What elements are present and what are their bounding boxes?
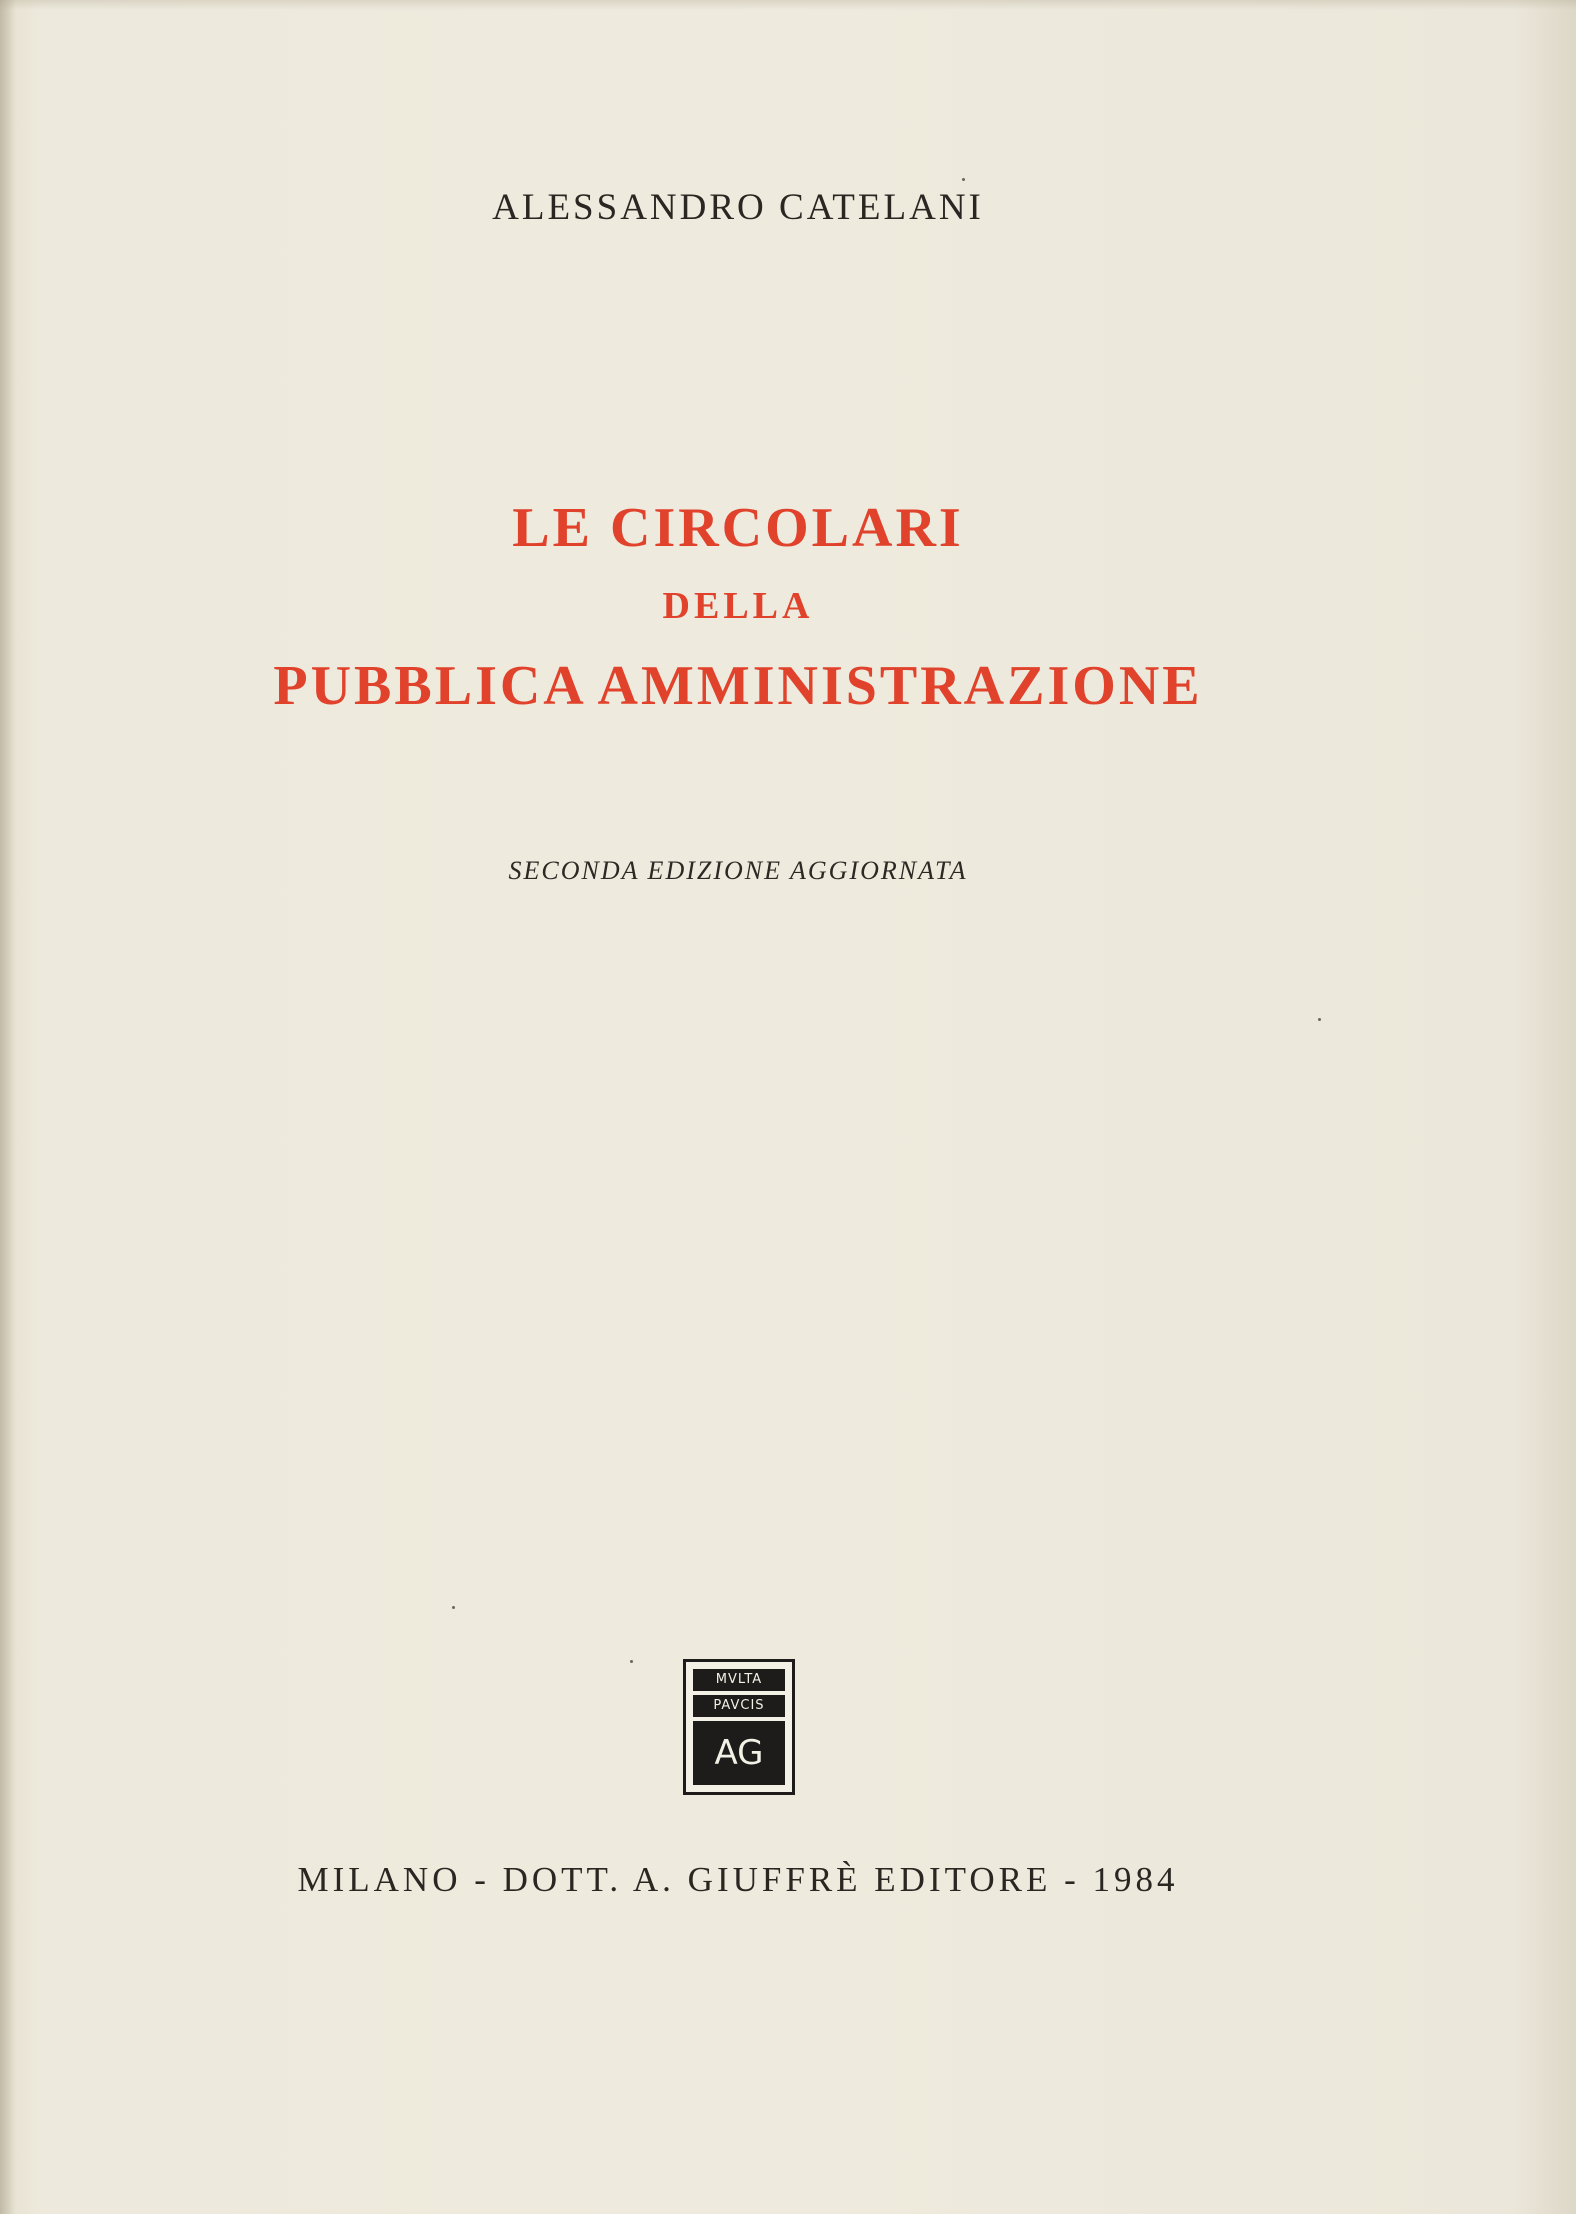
logo-motto-2: PAVCIS bbox=[693, 1695, 785, 1717]
publisher-logo bbox=[683, 1659, 795, 1795]
edition-note: SECONDA EDIZIONE AGGIORNATA bbox=[508, 856, 968, 885]
author-name: ALESSANDRO CATELANI bbox=[492, 187, 984, 228]
title-line-3: PUBBLICA AMMINISTRAZIONE bbox=[273, 655, 1203, 717]
paper-speck bbox=[962, 178, 965, 181]
paper-speck bbox=[1318, 1018, 1321, 1021]
top-edge-shadow bbox=[0, 0, 1576, 10]
logo-monogram: AG bbox=[693, 1721, 785, 1785]
title-line-1: LE CIRCOLARI bbox=[512, 497, 964, 559]
logo-motto-1: MVLTA bbox=[693, 1669, 785, 1691]
paper-speck bbox=[630, 1660, 633, 1663]
publisher-imprint: MILANO - DOTT. A. GIUFFRÈ EDITORE - 1984 bbox=[297, 1860, 1179, 1899]
title-line-2: DELLA bbox=[662, 585, 814, 627]
paper-speck bbox=[452, 1606, 455, 1609]
